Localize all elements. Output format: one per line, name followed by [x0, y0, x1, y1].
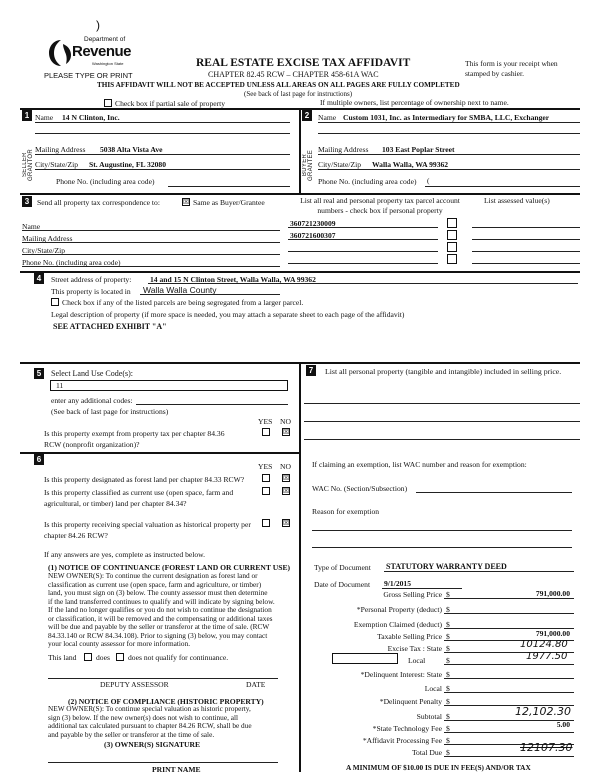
segregated-checkbox[interactable] — [51, 298, 59, 306]
form-title: REAL ESTATE EXCISE TAX AFFIDAVIT — [196, 57, 411, 69]
exempt-no-checkbox[interactable]: ☒ — [283, 428, 290, 436]
tech-fee-label: *State Technology Fee — [372, 724, 442, 733]
receipt-note: This form is your receipt when stamped by cashier. — [465, 59, 558, 78]
affidavit-fee-dollar: $ — [446, 736, 450, 745]
current-use-no-checkbox[interactable]: ☒ — [283, 487, 290, 495]
local-code-box[interactable] — [332, 653, 398, 664]
deputy-assessor-label: DEPUTY ASSESSOR — [100, 680, 169, 689]
seller-address[interactable]: 5038 Alta Vista Ave — [100, 145, 163, 154]
exemption-label: If claiming an exemption, list WAC number and reason for exemption: — [312, 460, 527, 469]
notice-compliance-body: NEW OWNER(S): To continue special valuation as historic property, sign (3) below. If the new owner(s) does not wish to continue, all additional tax calculated pursuant to chapter 84.26 RCW, shall be due and payable by the seller or transferor at the time of sale. — [48, 704, 252, 739]
segregated-label: Check box if any of the listed parcels are being segregated from a larger parcel. — [62, 298, 304, 307]
forest-no-checkbox[interactable]: ☒ — [283, 474, 290, 482]
tech-fee-value[interactable]: 5.00 — [556, 720, 570, 729]
parcel-4-personal-checkbox[interactable] — [447, 254, 457, 264]
parcel-1-personal-checkbox[interactable] — [447, 218, 457, 228]
buyer-address[interactable]: 103 East Poplar Street — [382, 145, 455, 154]
print-name-label: PRINT NAME — [152, 765, 201, 773]
total-due-label: Total Due — [411, 748, 442, 757]
doc-date-label: Date of Document — [314, 580, 371, 589]
excise-state-label: Excise Tax : State — [387, 644, 442, 653]
parcel-3-personal-checkbox[interactable] — [447, 242, 457, 252]
section-3-number: 3 — [22, 196, 32, 207]
notice-continuance-title: (1) NOTICE OF CONTINUANCE (FOREST LAND OR CURRENT USE) — [48, 563, 291, 572]
s5-yes-header: YES — [258, 417, 273, 426]
section-7-number: 7 — [306, 365, 316, 376]
section-2-number: 2 — [302, 110, 312, 121]
buyer-side-label: BUYER GRANTEE — [302, 149, 314, 181]
seller-name[interactable]: 14 N Clinton, Inc. — [62, 113, 120, 122]
forest-question: Is this property designated as forest land per chapter 84.33 RCW? — [44, 475, 245, 484]
gross-value[interactable]: 791,000.00 — [535, 589, 570, 598]
same-as-buyer-checkbox[interactable]: ☒ — [183, 198, 190, 206]
does-checkbox[interactable] — [84, 653, 92, 661]
excise-state-hand[interactable]: 10124.80 — [520, 639, 568, 650]
personal-deduct-label: *Personal Property (deduct) — [356, 605, 442, 614]
same-as-buyer-label: Same as Buyer/Grantee — [193, 198, 265, 207]
s3-phone-label: Phone No. (including area code) — [22, 258, 121, 267]
buyer-name-label: Name — [318, 113, 337, 122]
assessed-header: List assessed value(s) — [484, 196, 550, 205]
excise-local-label: Local — [408, 656, 426, 665]
wac-label: WAC No. (Section/Subsection) — [312, 484, 408, 493]
multiple-owners-note: If multiple owners, list percentage of ownership next to name. — [320, 98, 509, 107]
doc-date[interactable]: 9/1/2015 — [384, 579, 412, 588]
parcel-2[interactable]: 360721600307 — [290, 231, 336, 240]
minimum-fee-note: A MINIMUM OF $10.00 IS DUE IN FEE(S) AND/OR TAX — [346, 763, 531, 772]
section-6-number: 6 — [34, 454, 44, 465]
handwritten-mark: ) — [96, 18, 100, 32]
notice-continuance-body: NEW OWNER(S): To continue the current designation as forest land or classification as current use (open space, farm and agriculture, or timber) land, you must sign on (3) below. The county assessor must then determine if the land transferred continues to qualify and will indicate by signing below. If the land no longer qualifies or you do not wish to continue the designation or classification, it will be removed and the compensating or additional taxes will be due and payable by the seller or transferor at the time of sale. (RCW 84.33.140 or RCW 84.34.108). Prior to signing (3) below, you may contact your local county assessor for more information. — [48, 571, 275, 648]
send-correspondence-label: Send all property tax correspondence to: — [37, 198, 160, 207]
warning-banner: THIS AFFIDAVIT WILL NOT BE ACCEPTED UNLESS ALL AREAS ON ALL PAGES ARE FULLY COMPLETED — [97, 81, 460, 89]
total-due-dollar: $ — [446, 748, 450, 757]
please-type: PLEASE TYPE OR PRINT — [44, 71, 133, 80]
parcel-2-personal-checkbox[interactable] — [447, 230, 457, 240]
land-use-code-input[interactable] — [50, 380, 288, 391]
seller-city-label: City/State/Zip — [35, 160, 79, 169]
dor-logo — [44, 34, 130, 70]
delinq-penalty-label: *Delinquent Penalty — [379, 697, 442, 706]
s5-no-header: NO — [280, 417, 291, 426]
personal-dollar: $ — [446, 605, 450, 614]
forest-yes-checkbox[interactable] — [262, 474, 270, 482]
subtotal-label: Subtotal — [416, 712, 442, 721]
partial-sale-checkbox[interactable] — [104, 99, 112, 107]
s3-name-label: Name — [22, 222, 41, 231]
buyer-name[interactable]: Custom 1031, Inc. as Intermediary for SMBA, LLC, Exchanger — [343, 113, 550, 122]
delinq-penalty-dollar: $ — [446, 697, 450, 706]
county[interactable]: Walla Walla County — [143, 285, 217, 295]
buyer-phone-label: Phone No. (including area code) — [318, 177, 417, 186]
current-use-question: Is this property classified as current use (open space, farm and agricultural, or timber) land per chapter 84.34? — [44, 488, 234, 508]
excise-local-dollar: $ — [446, 656, 450, 665]
exemption-dollar: $ — [446, 620, 450, 629]
subtotal-dollar: $ — [446, 712, 450, 721]
seller-phone-label: Phone No. (including area code) — [56, 177, 155, 186]
see-back-note: (See back of last page for instructions) — [244, 90, 353, 98]
doc-type-label: Type of Document — [314, 563, 371, 572]
excise-local-hand[interactable]: 1977.50 — [526, 651, 568, 662]
historic-no-checkbox[interactable]: ☒ — [283, 519, 290, 527]
buyer-phone[interactable]: ( — [427, 176, 430, 185]
dept-name: Revenue — [72, 43, 132, 60]
dept-prefix: Department of — [84, 36, 126, 43]
doc-type[interactable]: STATUTORY WARRANTY DEED — [386, 562, 507, 571]
reason-label: Reason for exemption — [312, 507, 380, 516]
exempt-yes-checkbox[interactable] — [262, 428, 270, 436]
delinq-state-dollar: $ — [446, 670, 450, 679]
seller-city[interactable]: St. Augustine, FL 32080 — [89, 160, 167, 169]
buyer-city-label: City/State/Zip — [318, 160, 362, 169]
excise-state-dollar: $ — [446, 644, 450, 653]
section-1-number: 1 — [22, 110, 32, 121]
section-5-number: 5 — [34, 368, 44, 379]
parcel-1[interactable]: 360721230009 — [290, 219, 336, 228]
buyer-address-label: Mailing Address — [318, 145, 369, 154]
form-chapter: CHAPTER 82.45 RCW – CHAPTER 458-61A WAC — [208, 70, 379, 79]
s6-yes-header: YES — [258, 462, 273, 471]
historic-question: Is this property receiving special valuation as historical property per chapter 84.26 RCW? — [44, 520, 251, 540]
additional-codes-label: enter any additional codes: — [51, 396, 133, 405]
section-4-number: 4 — [34, 273, 44, 284]
exemption-deduct-label: Exemption Claimed (deduct) — [353, 620, 442, 629]
land-use-label: Select Land Use Code(s): — [51, 369, 133, 378]
buyer-city[interactable]: Walla Walla, WA 99362 — [372, 160, 449, 169]
s6-no-header: NO — [280, 462, 291, 471]
street-label: Street address of property: — [51, 275, 132, 284]
does-not-label: does not qualify for continuance. — [128, 653, 229, 662]
taxable-value[interactable]: 791,000.00 — [535, 629, 570, 638]
notice-compliance-title: (2) NOTICE OF COMPLIANCE (HISTORIC PROPERTY) — [68, 697, 264, 706]
dept-state: Washington State — [92, 61, 124, 66]
exhibit-a[interactable]: SEE ATTACHED EXHIBIT "A" — [53, 322, 167, 331]
street-address[interactable]: 14 and 15 N Clinton Street, Walla Walla, WA 99362 — [150, 275, 316, 284]
exempt-question: Is this property exempt from property tax per chapter 84.36 RCW (nonprofit organization)? — [44, 429, 225, 449]
historic-yes-checkbox[interactable] — [262, 519, 270, 527]
taxable-label: Taxable Selling Price — [377, 632, 442, 641]
seller-side-label: SELLER GRANTOR — [22, 149, 34, 181]
does-label: does — [96, 653, 110, 662]
land-use-code-value: 11 — [56, 381, 64, 390]
date-label: DATE — [246, 680, 266, 689]
land-use-see-back: (See back of last page for instructions) — [51, 407, 169, 416]
partial-sale-label: Check box if partial sale of property — [115, 99, 226, 108]
seller-name-label: Name — [35, 113, 54, 122]
s3-city-label: City/State/Zip — [22, 246, 66, 255]
s3-address-label: Mailing Address — [22, 234, 73, 243]
affidavit-fee-label: *Affidavit Processing Fee — [362, 736, 442, 745]
gross-dollar: $ — [446, 590, 450, 599]
delinq-local-label: Local — [424, 684, 442, 693]
personal-property-label: List all personal property (tangible and intangible) included in selling price. — [325, 367, 562, 376]
does-not-checkbox[interactable] — [116, 653, 124, 661]
located-label: This property is located in — [51, 287, 131, 296]
tech-fee-dollar: $ — [446, 724, 450, 733]
legal-description-label: Legal description of property (if more space is needed, you may attach a separate sheet to each page of the affidavit) — [51, 310, 405, 319]
delinq-state-label: *Delinquent Interest: State — [360, 670, 442, 679]
owner-signature-label: (3) OWNER(S) SIGNATURE — [104, 740, 201, 749]
parcel-header: List all real and personal property tax parcel account numbers - check box if personal property — [300, 196, 460, 215]
seller-address-label: Mailing Address — [35, 145, 86, 154]
if-yes-note: If any answers are yes, complete as instructed below. — [44, 550, 206, 559]
gross-label: Gross Selling Price — [383, 590, 442, 599]
delinq-local-dollar: $ — [446, 684, 450, 693]
total-due-hand[interactable]: 12107.30 — [520, 741, 573, 754]
taxable-dollar: $ — [446, 632, 450, 641]
current-use-yes-checkbox[interactable] — [262, 487, 270, 495]
this-land-label: This land — [48, 653, 77, 662]
subtotal-hand[interactable]: 12,102.30 — [515, 705, 571, 718]
